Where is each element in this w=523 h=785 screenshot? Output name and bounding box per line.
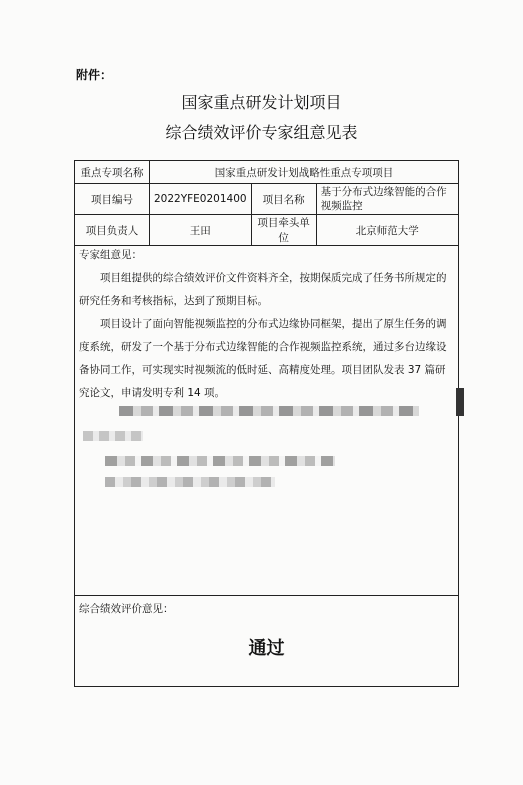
lead-unit-label: 项目牵头单位 xyxy=(251,215,316,246)
attachment-label: 附件： xyxy=(76,68,113,82)
special-project-label: 重点专项名称 xyxy=(75,161,150,184)
table-row xyxy=(75,184,459,215)
project-name-value: 基于分布式边缘智能的合作视频监控 xyxy=(316,184,458,215)
expert-opinion-paragraph-1: 项目组提供的综合绩效评价文件资料齐全，按期保质完成了任务书所规定的研究任务和考核指标，达到了预期目标。 xyxy=(79,272,447,307)
overall-evaluation-section xyxy=(74,595,459,687)
special-project-value: 国家重点研发计划战略性重点专项项目 xyxy=(150,161,459,184)
redacted-line xyxy=(119,406,419,416)
expert-opinion-paragraph-2: 项目设计了面向智能视频监控的分布式边缘协同框架，提出了原生任务的调度系统，研发了一个基于分布式边缘智能的合作视频监控系统，通过多台边缘设备协同工作，可实现实时视频流的低时延、高精度处理。项目团队发表 37 篇研究论文，申请发明专利 14 项。 xyxy=(79,318,447,399)
leader-label: 项目负责人 xyxy=(75,215,150,246)
evaluation-verdict: 通过 xyxy=(248,638,285,659)
expert-opinion-section xyxy=(74,241,459,596)
redacted-line xyxy=(83,431,143,441)
lead-unit-value: 北京师范大学 xyxy=(316,215,458,246)
project-name-label: 项目名称 xyxy=(251,184,316,215)
page-edge-mark xyxy=(456,388,464,416)
overall-evaluation-label: 综合绩效评价意见： xyxy=(79,603,174,615)
redacted-line xyxy=(105,477,275,487)
document-title-line1: 国家重点研发计划项目 xyxy=(181,93,342,112)
project-info-table xyxy=(74,160,459,246)
document-title-line2: 综合绩效评价专家组意见表 xyxy=(165,123,358,142)
project-no-label: 项目编号 xyxy=(75,184,150,215)
expert-opinion-label: 专家组意见： xyxy=(79,249,142,261)
table-row xyxy=(75,161,459,184)
redacted-line xyxy=(105,456,335,466)
project-no-value: 2022YFE0201400 xyxy=(150,184,252,215)
leader-value: 王田 xyxy=(150,215,252,246)
